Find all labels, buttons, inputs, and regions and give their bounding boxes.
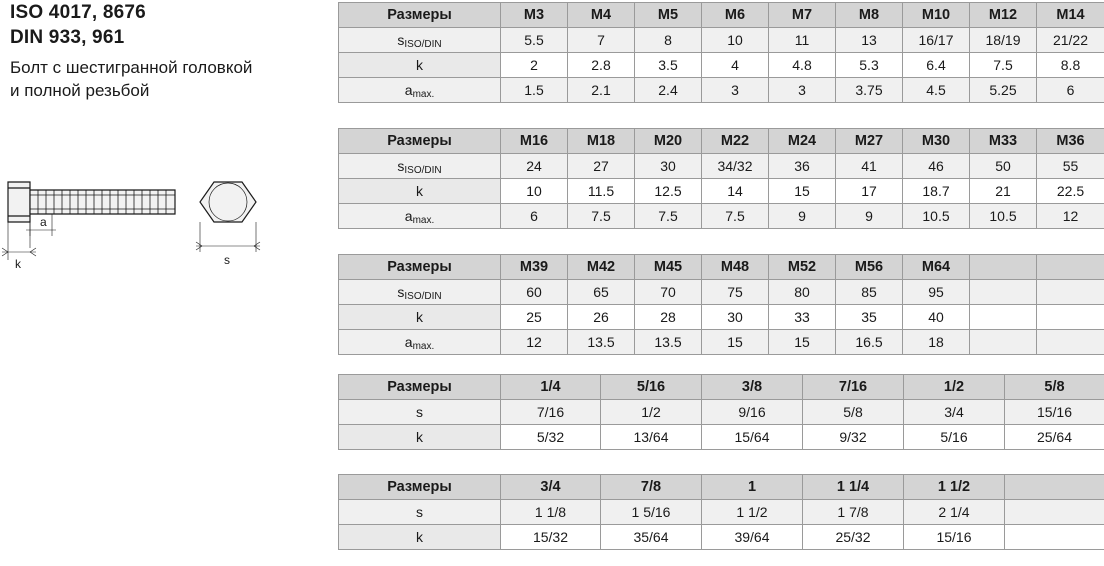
header-cell: M24 [769, 129, 836, 154]
row-label-k: k [339, 525, 501, 550]
header-cell: M56 [836, 255, 903, 280]
dimension-label-a: a [40, 215, 47, 229]
data-cell: 6.4 [903, 53, 970, 78]
header-cell: M7 [769, 3, 836, 28]
data-cell: 7/16 [501, 400, 601, 425]
data-cell: 15/32 [501, 525, 601, 550]
data-cell: 1 1/2 [702, 500, 803, 525]
header-cell: M8 [836, 3, 903, 28]
bolt-drawing-svg [0, 160, 330, 280]
table-row [339, 280, 1104, 305]
data-cell: 6 [1037, 78, 1104, 103]
data-cell: 15/16 [1005, 400, 1104, 425]
data-cell: 10.5 [903, 204, 970, 229]
header-cell: M4 [568, 3, 635, 28]
header-cell: 1 1/2 [904, 475, 1005, 500]
data-cell: 85 [836, 280, 903, 305]
table-row [339, 78, 1104, 103]
data-cell: 13.5 [635, 330, 702, 355]
data-cell: 46 [903, 154, 970, 179]
data-cell: 18 [903, 330, 970, 355]
data-cell: 7.5 [702, 204, 769, 229]
dimensions-table-metric-2 [338, 128, 1104, 229]
data-cell: 12 [1037, 204, 1104, 229]
header-cell-empty [1037, 255, 1104, 280]
table-row [339, 525, 1104, 550]
table-row [339, 500, 1104, 525]
dimensions-table-metric-1 [338, 2, 1104, 103]
data-cell: 26 [568, 305, 635, 330]
header-cell: M48 [702, 255, 769, 280]
row-label-s-iso-din: sISO/DIN [339, 28, 501, 53]
dimension-label-k: k [15, 257, 21, 271]
header-cell-empty [1005, 475, 1104, 500]
data-cell: 1.5 [501, 78, 568, 103]
header-cell-size: Размеры [339, 3, 501, 28]
table-header-row [339, 375, 1104, 400]
header-cell: M64 [903, 255, 970, 280]
row-label-a-max: amax. [339, 78, 501, 103]
data-cell: 2 1/4 [904, 500, 1005, 525]
table-row [339, 425, 1104, 450]
header-cell: 5/8 [1005, 375, 1104, 400]
data-cell: 2.4 [635, 78, 702, 103]
data-cell: 3 [769, 78, 836, 103]
row-label-k: k [339, 425, 501, 450]
data-cell: 9/16 [702, 400, 803, 425]
header-cell: M42 [568, 255, 635, 280]
header-cell: 1 [702, 475, 803, 500]
header-cell: 1/2 [904, 375, 1005, 400]
header-cell: 1/4 [501, 375, 601, 400]
data-cell: 30 [635, 154, 702, 179]
header-cell-empty [970, 255, 1037, 280]
data-cell: 34/32 [702, 154, 769, 179]
header-cell: M16 [501, 129, 568, 154]
data-cell: 70 [635, 280, 702, 305]
dimensions-table-inch-2 [338, 474, 1104, 550]
data-cell: 2 [501, 53, 568, 78]
left-info-column [0, 0, 336, 566]
data-cell: 16/17 [903, 28, 970, 53]
header-cell: M14 [1037, 3, 1104, 28]
data-cell: 3.75 [836, 78, 903, 103]
data-cell: 30 [702, 305, 769, 330]
header-cell: 5/16 [601, 375, 702, 400]
data-cell: 1 7/8 [803, 500, 904, 525]
dimension-label-s: s [224, 253, 230, 267]
row-label-s-iso-din: sISO/DIN [339, 280, 501, 305]
data-cell: 25/32 [803, 525, 904, 550]
data-cell: 75 [702, 280, 769, 305]
data-cell: 1 1/8 [501, 500, 601, 525]
data-cell: 5/8 [803, 400, 904, 425]
header-cell: M45 [635, 255, 702, 280]
data-cell: 65 [568, 280, 635, 305]
table-row [339, 305, 1104, 330]
data-cell: 4.5 [903, 78, 970, 103]
table-header-row [339, 3, 1104, 28]
data-cell: 16.5 [836, 330, 903, 355]
table-row [339, 204, 1104, 229]
data-cell-empty [1005, 500, 1104, 525]
data-cell: 24 [501, 154, 568, 179]
data-cell: 7.5 [970, 53, 1037, 78]
data-cell: 25/64 [1005, 425, 1104, 450]
header-cell: M36 [1037, 129, 1104, 154]
header-cell-size: Размеры [339, 255, 501, 280]
data-cell: 7 [568, 28, 635, 53]
data-cell: 3 [702, 78, 769, 103]
data-cell: 15 [702, 330, 769, 355]
product-description [0, 50, 320, 102]
data-cell: 55 [1037, 154, 1104, 179]
data-cell: 27 [568, 154, 635, 179]
data-cell: 7.5 [635, 204, 702, 229]
table-row [339, 28, 1104, 53]
data-cell: 5.3 [836, 53, 903, 78]
data-cell: 25 [501, 305, 568, 330]
data-cell: 5.5 [501, 28, 568, 53]
data-cell: 2.1 [568, 78, 635, 103]
data-cell: 22.5 [1037, 179, 1104, 204]
header-cell: 3/8 [702, 375, 803, 400]
data-cell: 10 [702, 28, 769, 53]
header-cell: M22 [702, 129, 769, 154]
header-cell: M12 [970, 3, 1037, 28]
dimensions-table-metric-3 [338, 254, 1104, 355]
header-cell: M33 [970, 129, 1037, 154]
row-label-a-max: amax. [339, 330, 501, 355]
data-cell: 39/64 [702, 525, 803, 550]
data-cell: 80 [769, 280, 836, 305]
header-cell: M3 [501, 3, 568, 28]
header-cell: 7/16 [803, 375, 904, 400]
data-cell: 7.5 [568, 204, 635, 229]
data-cell: 10 [501, 179, 568, 204]
table-header-row [339, 255, 1104, 280]
data-cell: 13 [836, 28, 903, 53]
bolt-technical-drawing [0, 160, 330, 280]
header-cell: M30 [903, 129, 970, 154]
table-row [339, 179, 1104, 204]
header-cell: M6 [702, 3, 769, 28]
data-cell: 5/16 [904, 425, 1005, 450]
header-cell: M10 [903, 3, 970, 28]
data-cell: 9 [836, 204, 903, 229]
data-cell: 50 [970, 154, 1037, 179]
row-label-s: s [339, 500, 501, 525]
data-cell: 8.8 [1037, 53, 1104, 78]
data-cell: 12 [501, 330, 568, 355]
data-cell: 8 [635, 28, 702, 53]
header-cell: 3/4 [501, 475, 601, 500]
data-cell-empty [1037, 305, 1104, 330]
table-row [339, 330, 1104, 355]
data-cell: 95 [903, 280, 970, 305]
data-cell: 4 [702, 53, 769, 78]
data-cell: 1 5/16 [601, 500, 702, 525]
data-cell: 15/16 [904, 525, 1005, 550]
table-row [339, 400, 1104, 425]
data-cell-empty [1037, 280, 1104, 305]
header-cell: M5 [635, 3, 702, 28]
description-line-1: Болт с шестигранной головкой [10, 58, 253, 77]
data-cell: 14 [702, 179, 769, 204]
data-cell: 9/32 [803, 425, 904, 450]
data-cell: 35 [836, 305, 903, 330]
data-cell: 18/19 [970, 28, 1037, 53]
header-cell-size: Размеры [339, 475, 501, 500]
row-label-k: k [339, 179, 501, 204]
standard-line-1: ISO 4017, 8676 [10, 2, 146, 23]
data-cell-empty [1037, 330, 1104, 355]
data-cell: 10.5 [970, 204, 1037, 229]
data-cell: 2.8 [568, 53, 635, 78]
data-cell: 11 [769, 28, 836, 53]
data-cell: 40 [903, 305, 970, 330]
header-cell: M18 [568, 129, 635, 154]
standard-title [0, 0, 336, 50]
data-cell-empty [1005, 525, 1104, 550]
row-label-s: s [339, 400, 501, 425]
row-label-s-iso-din: sISO/DIN [339, 154, 501, 179]
data-cell: 3.5 [635, 53, 702, 78]
data-cell: 13.5 [568, 330, 635, 355]
data-cell: 35/64 [601, 525, 702, 550]
dimensions-table-inch-1 [338, 374, 1104, 450]
data-cell: 28 [635, 305, 702, 330]
data-cell-empty [970, 305, 1037, 330]
data-cell: 11.5 [568, 179, 635, 204]
row-label-k: k [339, 53, 501, 78]
description-line-2: и полной резьбой [10, 81, 150, 100]
header-cell: M39 [501, 255, 568, 280]
data-cell: 5.25 [970, 78, 1037, 103]
data-cell: 13/64 [601, 425, 702, 450]
row-label-a-max: amax. [339, 204, 501, 229]
data-cell: 3/4 [904, 400, 1005, 425]
header-cell-size: Размеры [339, 129, 501, 154]
data-cell: 33 [769, 305, 836, 330]
data-cell: 41 [836, 154, 903, 179]
data-cell: 15 [769, 179, 836, 204]
data-cell: 12.5 [635, 179, 702, 204]
header-cell: 1 1/4 [803, 475, 904, 500]
table-header-row [339, 475, 1104, 500]
data-cell: 4.8 [769, 53, 836, 78]
data-cell: 21 [970, 179, 1037, 204]
data-cell: 18.7 [903, 179, 970, 204]
data-cell: 17 [836, 179, 903, 204]
header-cell: 7/8 [601, 475, 702, 500]
data-cell-empty [970, 280, 1037, 305]
row-label-k: k [339, 305, 501, 330]
header-cell: M52 [769, 255, 836, 280]
data-cell: 15 [769, 330, 836, 355]
data-cell: 15/64 [702, 425, 803, 450]
header-cell-size: Размеры [339, 375, 501, 400]
data-cell: 1/2 [601, 400, 702, 425]
data-cell: 9 [769, 204, 836, 229]
header-cell: M27 [836, 129, 903, 154]
data-cell: 6 [501, 204, 568, 229]
table-header-row [339, 129, 1104, 154]
standard-line-2: DIN 933, 961 [10, 27, 125, 48]
data-cell-empty [970, 330, 1037, 355]
table-row [339, 154, 1104, 179]
data-cell: 60 [501, 280, 568, 305]
data-cell: 5/32 [501, 425, 601, 450]
header-cell: M20 [635, 129, 702, 154]
table-row [339, 53, 1104, 78]
data-cell: 36 [769, 154, 836, 179]
data-cell: 21/22 [1037, 28, 1104, 53]
